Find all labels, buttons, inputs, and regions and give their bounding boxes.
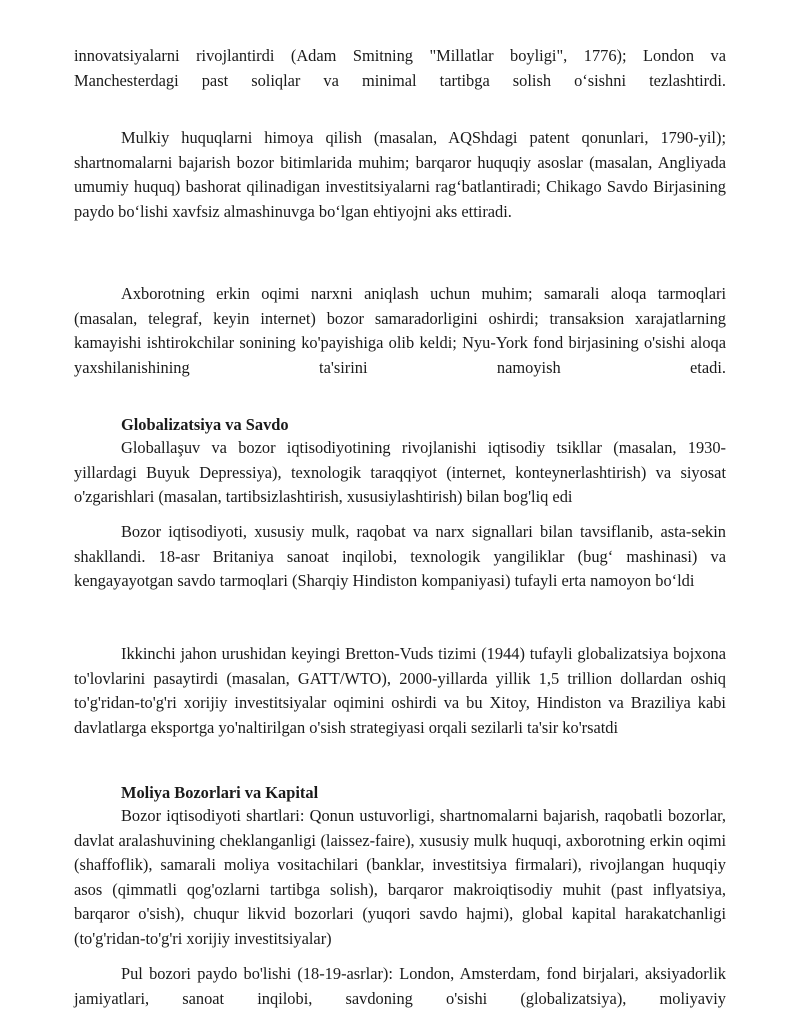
paragraph-market-economy: Bozor iqtisodiyoti, xususiy mulk, raqobat va narx signallari bilan tavsiflanib, asta-sekin shakllandi. 18-asr Britaniya sanoat inqilobi, texnologik yangiliklar (bug‘ mashinasi) va kengayayotgan savdo tarmoqlari (Sharqiy Hindiston kompaniyasi) tufayli erta namoyon bo‘ldi <box>74 522 726 591</box>
paragraph-information-flow: Axborotning erkin oqimi narxni aniqlash uchun muhim; samarali aloqa tarmoqlari (masalan, telegraf, keyin internet) bozor samaradorligini oshirdi; transaksion xarajatlarning kamayishi ishtirokchilar sonining ko'payishiga olib keldi; Nyu-York fond birjasining o'sishi aloqa yaxshilanishining ta'sirini namoyish etadi. <box>74 284 726 377</box>
heading-financial-markets: Moliya Bozorlari va Kapital <box>121 783 319 802</box>
paragraph-property-rights: Mulkiy huquqlarni himoya qilish (masalan, AQShdagi patent qonunlari, 1790-yil); shartnomalarni bajarish bozor bitimlarida muhim; barqaror huquqiy asoslar (masalan, Angliyada umumiy huquq) bashorat qilinadigan investitsiyalarni rag‘batlantiradi; Chikago Savdo Birjasining paydo bo‘lishi xavfsiz almashinuvga bo‘lgan ehtiyojni aks ettiradi. <box>74 128 726 221</box>
heading-globalization: Globalizatsiya va Savdo <box>121 415 289 434</box>
paragraph-bretton-woods: Ikkinchi jahon urushidan keyingi Bretton-Vuds tizimi (1944) tufayli globalizatsiya bojxona to'lovlarini pasaytirdi (masalan, GATT/WTO), 2000-yillarda yillik 1,5 trillion dollardan oshiq to'g'ridan-to'g'ri xorijiy investitsiyalar oqimini oshirdi va bu Xitoy, Hindiston va Braziliya kabi davlatlarga eksportga yo'naltirilgan o'sish strategiyasi orqali sezilarli ta'sir ko'rsatdi <box>74 644 726 737</box>
paragraph-market-conditions: Bozor iqtisodiyoti shartlari: Qonun ustuvorligi, shartnomalarni bajarish, raqobatli bozorlar, davlat aralashuvining cheklanganligi (laissez-faire), xususiy mulk huquqi, axborotning erkin oqimi (shaffoflik), samarali moliya vositachilari (banklar, investitsiya firmalari), rivojlangan huquqiy asos (qimmatli qog'ozlarni tartibga solish), barqaror makroiqtisodiy muhit (past inflyatsiya, barqaror o'sish), chuqur likvid bozorlari (yuqori savdo hajmi), global kapital harakatchanligi (to'g'ridan-to'g'ri xorijiy investitsiyalar) <box>74 806 726 948</box>
paragraph-innovation: innovatsiyalarni rivojlantirdi (Adam Smitning "Millatlar boyligi", 1776); London va Manchesterdagi past soliqlar va minimal tartibga solish o‘sishni tezlashtirdi. <box>74 46 726 90</box>
paragraph-money-market: Pul bozori paydo bo'lishi (18-19-asrlar): London, Amsterdam, fond birjalari, aksiyadorlik jamiyatlari, sanoat inqilobi, savdoning o'sishi (globalizatsiya), moliyaviy <box>74 964 726 1008</box>
paragraph-globalization-cycles: Globallaşuv va bozor iqtisodiyotining rivojlanishi iqtisodiy tsikllar (masalan, 1930-yillardagi Buyuk Depressiya), texnologik taraqqiyot (internet, konteynerlashtirish) va siyosat o'zgarishlari (masalan, tartibsizlashtirish, xususiylashtirish) bilan bog'liq edi <box>74 438 726 507</box>
